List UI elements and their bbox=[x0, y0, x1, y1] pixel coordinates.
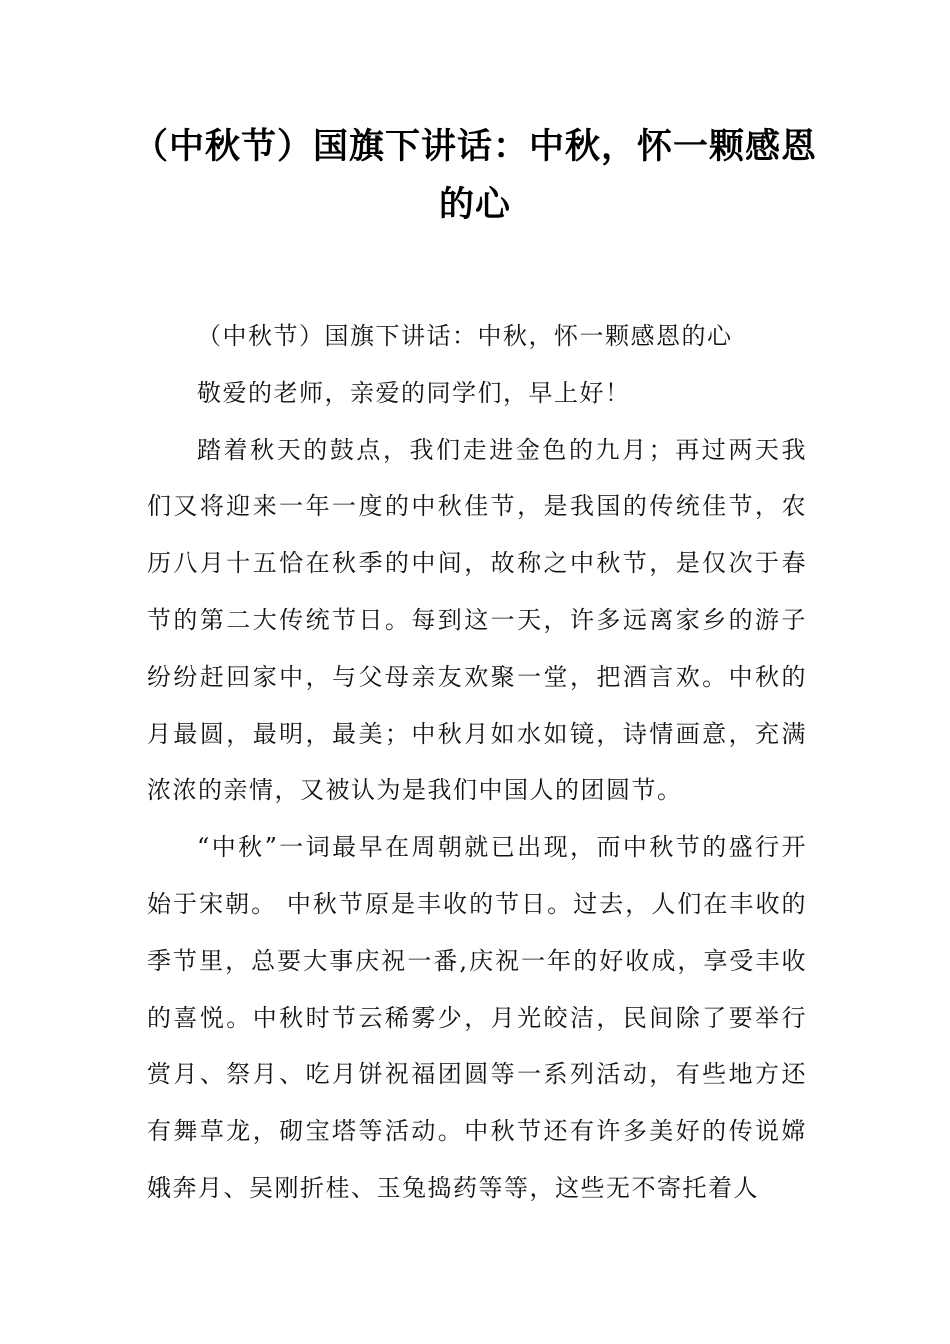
document-body bbox=[147, 308, 807, 1217]
paragraph-body: “中秋”一词最早在周朝就已出现，而中秋节的盛行开始于宋朝。 中秋节原是丰收的节日。过去，人们在丰收的季节里，总要大事庆祝一番,庆祝一年的好收成，享受丰收的喜悦。中秋时节云稀雾少，月光皎洁，民间除了要举行赏月、祭月、吃月饼祝福团圆等一系列活动，有些地方还有舞草龙，砌宝塔等活动。中秋节还有许多美好的传说嫦娥奔月、吴刚折桂、玉兔捣药等等，这些无不寄托着人 bbox=[147, 833, 807, 1202]
paragraph-greeting: 敬爱的老师，亲爱的同学们，早上好！ bbox=[197, 378, 631, 407]
paragraph-body: 踏着秋天的鼓点，我们走进金色的九月；再过两天我们又将迎来一年一度的中秋佳节，是我国的传统佳节，农历八月十五恰在秋季的中间，故称之中秋节，是仅次于春节的第二大传统节日。每到这一天，许多远离家乡的游子纷纷赶回家中，与父母亲友欢聚一堂，把酒言欢。中秋的月最圆，最明，最美；中秋月如水如镜，诗情画意，充满浓浓的亲情，又被认为是我们中国人的团圆节。 bbox=[147, 435, 807, 805]
document-title: （中秋节）国旗下讲话：中秋，怀一颗感恩的心 bbox=[132, 127, 817, 225]
paragraph-subtitle: （中秋节）国旗下讲话：中秋，怀一颗感恩的心 bbox=[197, 322, 733, 350]
